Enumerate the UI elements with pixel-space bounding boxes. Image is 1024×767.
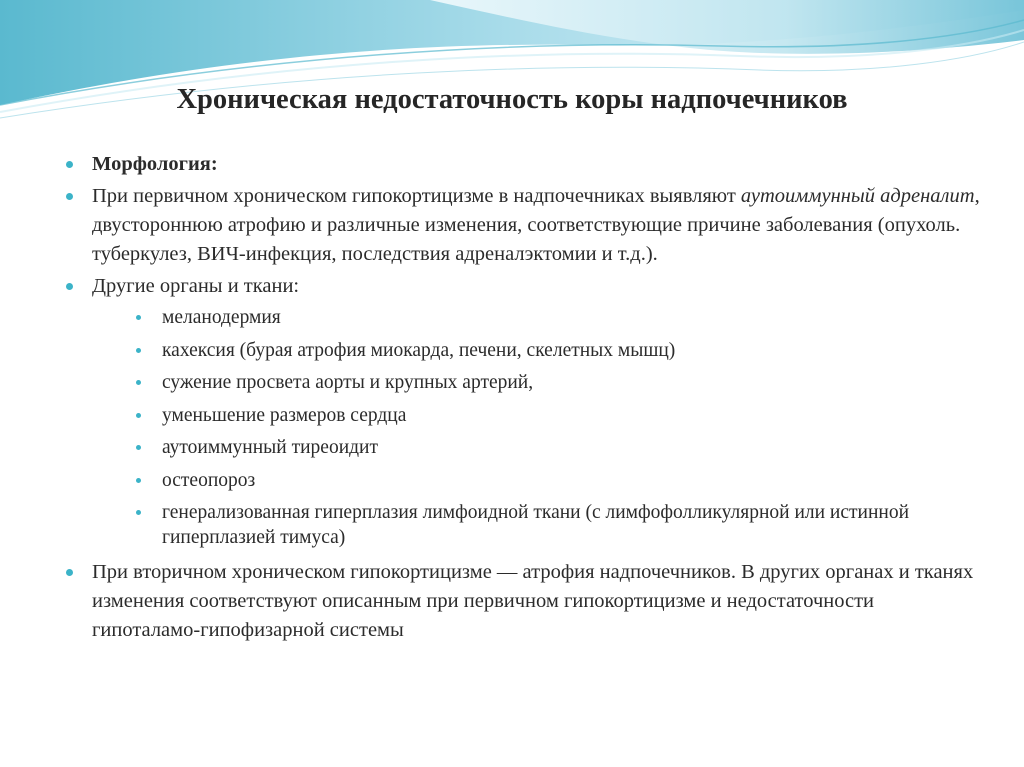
bullet-item-primary	[62, 182, 982, 269]
bullet-text: При вторичном хроническом гипокортицизме — атрофия надпочечников. В других органах и тканях изменения соответствуют описанным при первичном гипокортицизме и недостаточности гипоталамо-гипофизарной системы	[92, 560, 974, 641]
sub-bullet-item	[92, 370, 982, 395]
sub-bullet-icon	[136, 348, 141, 353]
sub-bullet-icon	[136, 445, 141, 450]
sub-bullet-item	[92, 305, 982, 330]
sub-bullet-text: сужение просвета аорты и крупных артерий,	[162, 372, 534, 393]
bullet-list	[62, 150, 982, 645]
sub-bullet-text: уменьшение размеров сердца	[162, 404, 407, 426]
bullet-icon	[66, 569, 73, 576]
slide-content	[62, 150, 982, 648]
sub-bullet-text: аутоиммунный тиреоидит	[162, 437, 379, 458]
bullet-icon	[66, 161, 73, 168]
sub-bullet-text: кахексия (бурая атрофия миокарда, печени, скелетных мышц)	[162, 339, 676, 361]
sub-bullet-text: генерализованная гиперплазия лимфоидной ткани (с лимфофолликулярной или истинной гиперплазией тимуса)	[162, 502, 910, 548]
bullet-icon	[66, 283, 73, 290]
sub-bullet-text: меланодермия	[162, 307, 281, 328]
sub-bullet-icon	[136, 380, 141, 385]
slide-title: Хроническая недостаточность коры надпочечников	[176, 84, 848, 115]
bullet-icon	[66, 193, 73, 200]
sub-bullet-item	[92, 468, 982, 493]
sub-bullet-icon	[136, 315, 141, 320]
sub-bullet-icon	[136, 510, 141, 515]
sub-bullet-list	[92, 305, 982, 550]
bullet-item-morphology	[62, 150, 982, 179]
sub-bullet-icon	[136, 413, 141, 418]
bullet-text: Морфология:	[92, 153, 218, 175]
sub-bullet-item	[92, 435, 982, 460]
sub-bullet-item	[92, 338, 982, 363]
sub-bullet-icon	[136, 478, 141, 483]
bullet-item-secondary	[62, 558, 982, 645]
sub-bullet-item	[92, 500, 982, 550]
sub-bullet-text: остеопороз	[162, 469, 256, 491]
bullet-text-after: , двустороннюю атрофию и различные изменения, соответствующие причине заболевания (опухоль. туберкулез, ВИЧ-инфекция, последствия адреналэктомии и т.д.).	[92, 185, 980, 265]
bullet-item-other-organs	[62, 272, 982, 550]
bullet-text-before: При первичном хроническом гипокортицизме в надпочечниках выявляют	[92, 185, 741, 207]
bullet-text-italic: аутоиммунный адреналит	[740, 185, 975, 207]
sub-bullet-item	[92, 403, 982, 428]
bullet-text: Другие органы и ткани:	[92, 275, 300, 297]
